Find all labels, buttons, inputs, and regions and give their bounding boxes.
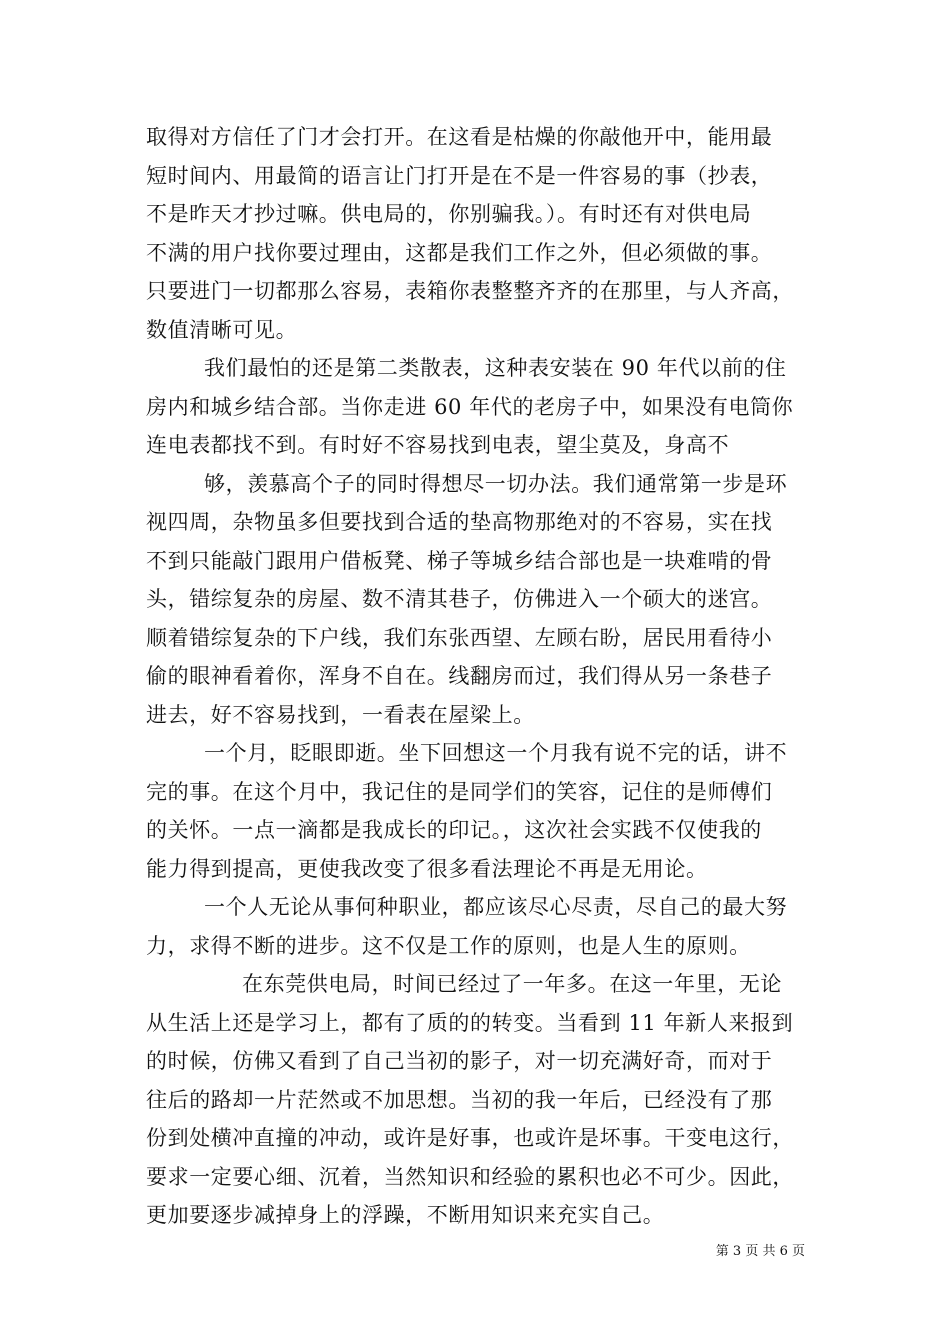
text-line: 从生活上还是学习上，都有了质的的转变。当看到 11 年新人来报到 xyxy=(146,1010,794,1035)
text-line: 顺着错综复杂的下户线，我们东张西望、左顾右盼，居民用看待小 xyxy=(146,625,773,650)
text-line: 房内和城乡结合部。当你走进 60 年代的老房子中，如果没有电筒你 xyxy=(146,394,794,419)
text-line: 只要进门一切都那么容易，表箱你表整整齐齐的在那里，与人齐高， xyxy=(146,279,794,303)
text-line: 不满的用户找你要过理由，这都是我们工作之外，但必须做的事。 xyxy=(146,240,773,265)
text-line: 份到处横冲直撞的冲动，或许是好事，也或许是坏事。干变电这行， xyxy=(146,1126,794,1150)
page-number: 第 3 页 共 6 页 xyxy=(715,1244,805,1259)
text-line: 的关怀。一点一滴都是我成长的印记。，这次社会实践不仅使我的 xyxy=(146,818,762,842)
text-line: 数值清晰可见。 xyxy=(146,317,298,342)
text-line: 力，求得不断的进步。这不仅是工作的原则，也是人生的原则。 xyxy=(146,933,751,958)
text-line: 的时候，仿佛又看到了自己当初的影子，对一切充满好奇，而对于 xyxy=(146,1049,773,1073)
text-line: 一个月，眨眼即逝。坐下回想这一个月我有说不完的话，讲不 xyxy=(204,741,788,765)
text-line: 够，羡慕高个子的同时得想尽一切办法。我们通常第一步是环 xyxy=(204,471,788,496)
text-line: 不是昨天才抄过嘛。供电局的，你别骗我。）。有时还有对供电局 xyxy=(146,202,752,226)
text-line: 连电表都找不到。有时好不容易找到电表，望尘莫及，身高不 xyxy=(146,433,730,457)
text-line: 能力得到提高，更使我改变了很多看法理论不再是无用论。 xyxy=(146,856,708,881)
text-line: 不到只能敲门跟用户借板凳、梯子等城乡结合部也是一块难啃的骨 xyxy=(146,548,773,573)
body-text xyxy=(146,118,808,1235)
text-line: 我们最怕的还是第二类散表，这种表安装在 90 年代以前的住 xyxy=(204,356,787,380)
text-line: 完的事。在这个月中，我记住的是同学们的笑容，记住的是师傅们 xyxy=(146,779,773,804)
text-line: 取得对方信任了门才会打开。在这看是枯燥的你敲他开中，能用最 xyxy=(146,125,773,149)
text-line: 短时间内、用最简的语言让门打开是在不是一件容易的事（抄表， xyxy=(146,163,773,188)
text-line: 头，错综复杂的房屋、数不清其巷子，仿佛进入一个硕大的迷宫。 xyxy=(146,587,773,611)
text-line: 进去，好不容易找到，一看表在屋梁上。 xyxy=(146,702,535,727)
text-line: 在东莞供电局，时间已经过了一年多。在这一年里，无论 xyxy=(242,972,782,996)
text-line: 往后的路却一片茫然或不加思想。当初的我一年后，已经没有了那 xyxy=(146,1087,773,1112)
text-line: 更加要逐步减掉身上的浮躁，不断用知识来充实自己。 xyxy=(146,1203,665,1227)
text-line: 视四周，杂物虽多但要找到合适的垫高物那绝对的不容易，实在找 xyxy=(146,510,773,534)
text-line: 一个人无论从事何种职业，都应该尽心尽责，尽自己的最大努 xyxy=(204,895,788,919)
text-line: 偷的眼神看着你，浑身不自在。线翻房而过，我们得从另一条巷子 xyxy=(146,664,773,688)
text-line: 要求一定要心细、沉着，当然知识和经验的累积也必不可少。因此， xyxy=(146,1164,794,1189)
